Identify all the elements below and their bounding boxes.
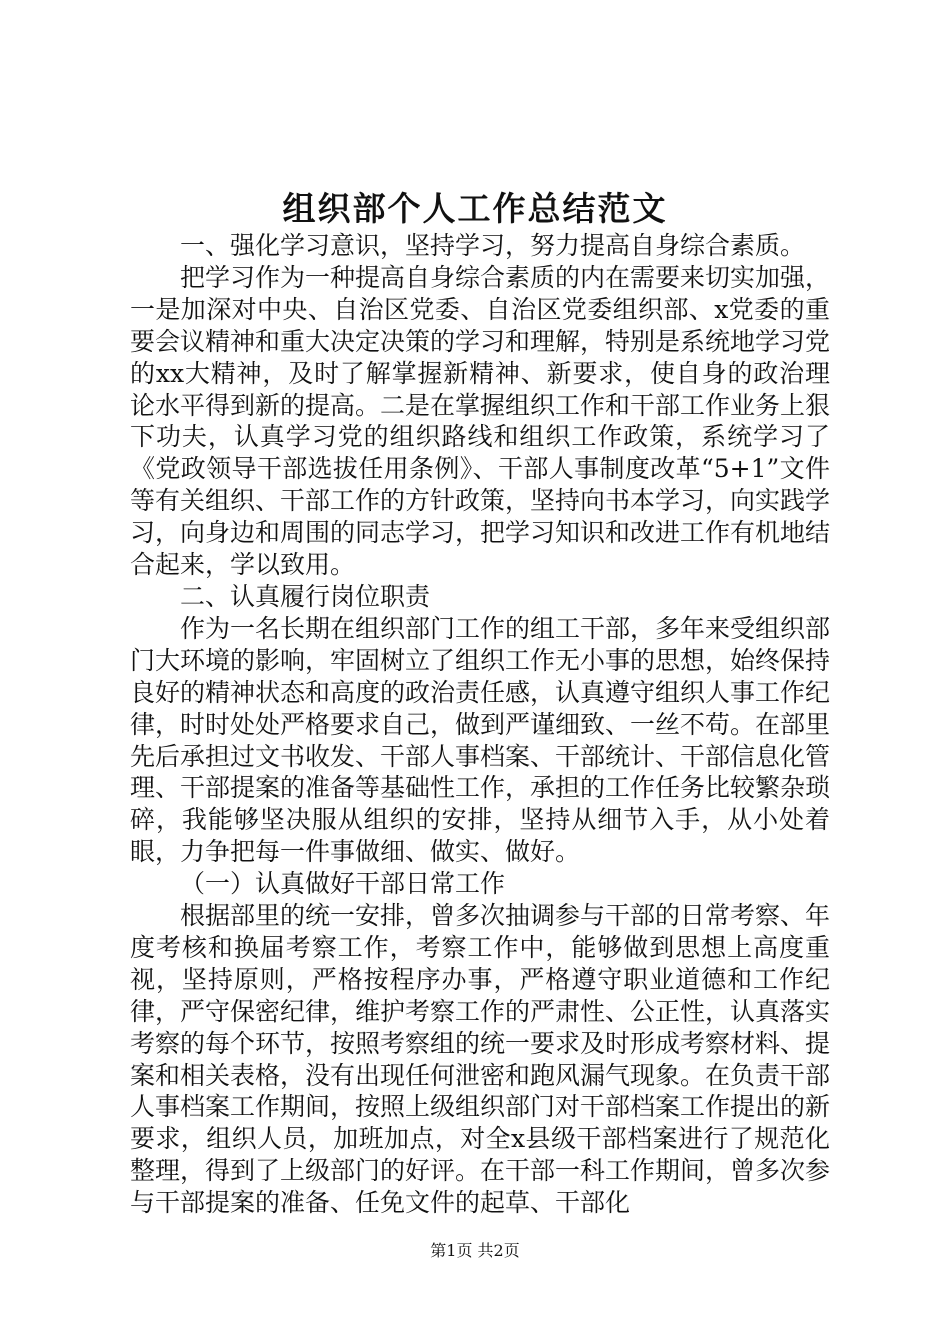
document-body xyxy=(130,230,830,1219)
document-title: 组织部个人工作总结范文 xyxy=(282,189,668,228)
section-heading-1: 一、强化学习意识，坚持学习，努力提高自身综合素质。 xyxy=(180,231,806,260)
paragraph-study: 把学习作为一种提高自身综合素质的内在需要来切实加强，一是加深对中央、自治区党委、自治区党委组织部、x党委的重要会议精神和重大决定决策的学习和理解，特别是系统地学习党的xx大精神，及时了解掌握新精神、新要求，使自身的政治理论水平得到新的提高。二是在掌握组织工作和干部工作业务上狠下功夫，认真学习党的组织路线和组织工作政策，系统学习了《党政领导干部选拔任用条例》、干部人事制度改革“5+1”文件等有关组织、干部工作的方针政策，坚持向书本学习，向实践学习，向身边和周围的同志学习，把学习知识和改进工作有机地结合起来，学以致用。 xyxy=(130,262,831,580)
paragraph-duties: 作为一名长期在组织部门工作的组工干部，多年来受组织部门大环境的影响，牢固树立了组织工作无小事的思想，始终保持良好的精神状态和高度的政治责任感，认真遵守组织人事工作纪律，时时处处严格要求自己，做到严谨细致、一丝不苟。在部里先后承担过文书收发、干部人事档案、干部统计、干部信息化管理、干部提案的准备等基础性工作，承担的工作任务比较繁杂琐碎，我能够坚决服从组织的安排，坚持从细节入手，从小处着眼，力争把每一件事做细、做实、做好。 xyxy=(130,613,831,867)
page-number-footer: 第1页 共2页 xyxy=(430,1241,520,1260)
subsection-heading-1: （一）认真做好干部日常工作 xyxy=(180,869,506,899)
section-heading-2: 二、认真履行岗位职责 xyxy=(180,581,431,611)
paragraph-daily-work: 根据部里的统一安排，曾多次抽调参与干部的日常考察、年度考核和换届考察工作，考察工作中，能够做到思想上高度重视，坚持原则，严格按程序办事，严格遵守职业道德和工作纪律，严守保密纪律，维护考察工作的严肃性、公正性，认真落实考察的每个环节，按照考察组的统一要求及时形成考察材料、提案和相关表格，没有出现任何泄密和跑风漏气现象。在负责干部人事档案工作期间，按照上级组织部门对干部档案工作提出的新要求，组织人员，加班加点，对全x县级干部档案进行了规范化整理，得到了上级部门的好评。在干部一科工作期间，曾多次参与干部提案的准备、任免文件的起草、干部化 xyxy=(130,901,831,1218)
